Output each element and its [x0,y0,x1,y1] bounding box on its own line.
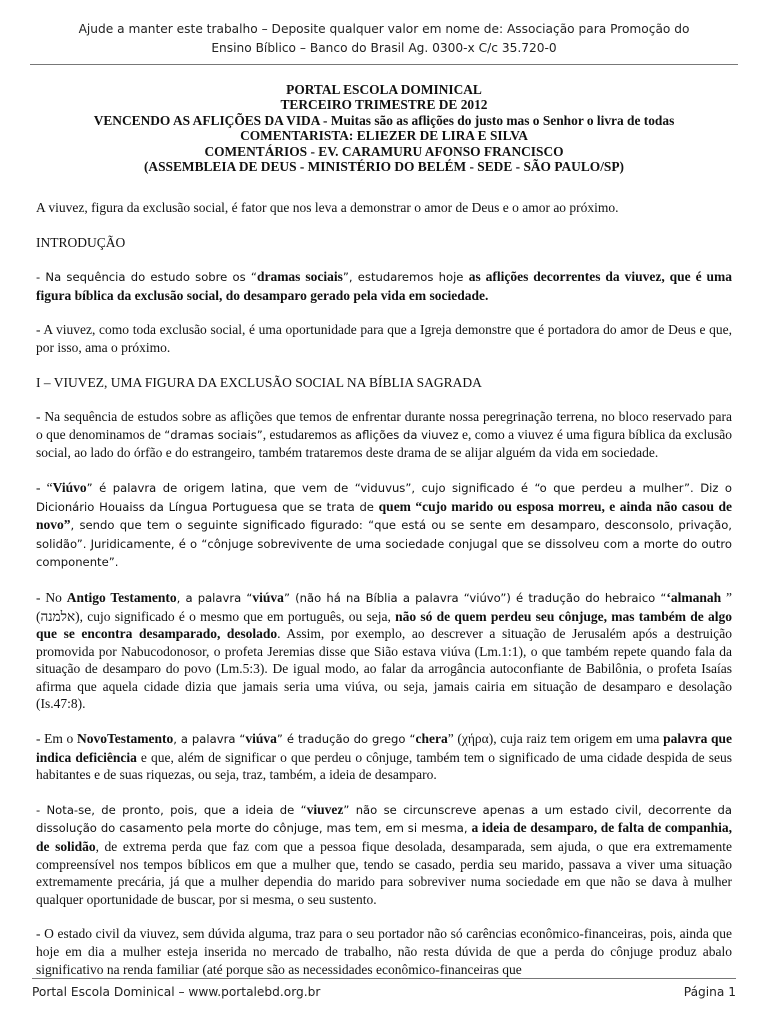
p7-a: - Nota-se, de pronto, pois, que a ideia de “ [36,802,307,817]
paragraph-5 [36,589,732,713]
p6-b: NovoTestamento [76,731,174,747]
p3-d: aflições da viuvez [355,427,459,442]
p5-d: viúva [252,589,284,605]
title-lesson [28,113,740,128]
title-commentator: COMENTARISTA: ELIEZER DE LIRA E SILVA [240,128,528,144]
footer-divider [32,978,736,979]
paragraph-8: - O estado civil da viuvez, sem dúvida alguma, traz para o seu portador não só carências econômico-financeiras, pois, ainda que hoje em dia a mulher esteja inserida no mercado de trabalho, não resta dúvida de que a perda do cônjuge produz abalo significativo na renda familiar (até porque são as necessidades econômico-financeiras que [36,926,732,977]
p3-a: - Na sequência de estudos sobre as aflições que temos de enfrentar durante nossa peregrinação terrena, no bloco reservado para o que denominamos de [36,409,732,442]
paragraph-4 [36,479,732,572]
p7-b: viuvez [306,801,344,817]
title-block [28,82,740,174]
p4-c: ” é palavra de origem latina, que vem de “viduvus”, cujo significado é “o que perdeu a mulher”. Diz o Dicionário Houaiss da Língua Portuguesa que se trata de [36,480,732,514]
p4-e: , sendo que tem o seguinte significado figurado: “que está ou se sente em desamparo, desconsolo, privação, solidão”. Juridicamente, é o “cônjuge sobrevivente de uma sociedade conjugal que se dissolveu com a morte do outro componente”. [36,518,732,570]
header-divider [30,64,738,65]
intro-paragraph: A viuvez, figura da exclusão social, é fator que nos leva a demonstrar o amor de Deus e o amor ao próximo. [36,200,619,215]
paragraph-1 [36,268,732,304]
p4-d: quem “cujo marido ou esposa morreu, e ainda não casou de novo” [36,498,732,533]
p5-a: - No [36,589,67,605]
p6-h: palavra que indica deficiência [36,731,732,765]
paragraph-2: - A viuvez, como toda exclusão social, é uma oportunidade para que a Igreja demonstre que é portadora do amor de Deus e que, por isso, ama o próximo. [36,322,732,355]
footer-site: Portal Escola Dominical – www.portalebd.org.br [32,985,321,999]
p4-b: Viúvo [52,479,87,495]
p6-f: chera [415,731,448,747]
p7-d: a ideia de desamparo, de falta de companhia, de solidão [36,820,732,855]
p6-c: , a palavra “ [173,732,246,747]
p5-g: ” (אלמנה), cujo significado é o mesmo que em português, ou seja, [36,589,733,624]
heading-introducao: INTRODUÇÃO [36,234,126,250]
p3-e: e, como a viuvez é uma figura bíblica da exclusão social, ao lado do órfão e do estrangeiro, também trataremos deste drama de se alijar alguém da vida em sociedade. [36,426,733,461]
p6-i: e que, além de significar o que perdeu o cônjuge, também tem o significado de uma cidade despida de seus habitantes e de suas riquezas, ou seja, traz, também, a ideia de desamparo. [36,749,732,783]
title-trimester: TERCEIRO TRIMESTRE DE 2012 [280,97,488,113]
title-lesson-name: VENCENDO AS AFLIÇÕES DA VIDA [93,112,320,128]
title-church: (ASSEMBLEIA DE DEUS - MINISTÉRIO DO BELÉM - SEDE - SÃO PAULO/SP) [143,159,625,175]
p3-c: , estudaremos as [262,426,356,442]
p3-b: “dramas sociais” [164,427,263,442]
header-line-1: Ajude a manter este trabalho – Deposite qualquer valor em nome de: Associação para Promoção do [78,22,690,36]
p7-c: ” não se circunscreve apenas a um estado civil, decorrente da dissolução do casamento pela morte do cônjuge, mas tem, em si mesma, [36,802,732,836]
p5-b: Antigo Testamento [66,589,177,605]
p5-e: ” (não há na Bíblia a palavra “viúvo”) é tradução do hebraico “ [283,590,667,605]
title-comments: COMENTÁRIOS - EV. CARAMURU AFONSO FRANCISCO [204,143,564,159]
p5-c: , a palavra “ [176,590,253,605]
paragraph-7 [36,801,732,909]
paragraph-3 [36,408,732,462]
p1-c: ”, estudaremos hoje [342,270,469,285]
p4-a: - “ [36,479,53,495]
p6-d: viúva [245,731,277,747]
document-body [36,199,732,993]
p6-a: - Em o [36,731,77,747]
title-lesson-verse: - Muitas são as aflições do justo mas o Senhor o livra de todas [319,112,675,128]
p5-h: não só de quem perdeu seu cônjuge, mas também de algo que se encontra desamparado, desolado [36,608,732,642]
p5-i: . Assim, por exemplo, ao descrever a situação de Jerusalém após a destruição promovida por Nabucodonosor, o profeta Jeremias disse que Sião estava viúva (Lm.1:1), o que também repete quando fala da situação de desamparo do povo (Lm.5:3). De igual modo, ao falar da arrogância autoconfiante de Babilônia, o profeta Isaías afirma que aquela cidade dizia que jamais seria uma viúva, ou seja, jamais cairia em situação de desamparo e desolação (Is.47:8). [36,626,732,712]
p1-b: dramas sociais [256,269,343,285]
paragraph-6 [36,730,732,784]
footer-page-number: Página 1 [683,985,736,999]
p7-e: , de extrema perda que faz com que a pessoa fique desolada, desamparada, sem ajuda, o que era extremamente compreensível nos tempos bíblicos em que a mulher que, tendo se casado, perdia seu marido, passava a viver uma situação extremamente precária, já que a mulher dependia do marido para sobreviver numa sociedade em que não se dava à mulher qualquer oportunidade de buscar, por si mesma, o seu sustento. [36,839,732,907]
p1-a: - Na sequência do estudo sobre os “ [36,270,257,285]
header-line-2: Ensino Bíblico – Banco do Brasil Ag. 0300-x C/c 35.720-0 [211,41,557,55]
p6-g: ” (χήρα), cuja raiz tem origem em uma [447,731,664,747]
p1-d: as aflições decorrentes da viuvez, que é uma figura bíblica da exclusão social, do desamparo gerado pela vida em sociedade. [36,269,733,303]
section-heading-1: I – VIUVEZ, UMA FIGURA DA EXCLUSÃO SOCIAL NA BÍBLIA SAGRADA [36,374,482,390]
page-header [30,20,738,65]
p6-e: ” é tradução do grego “ [276,732,416,747]
page-footer [32,978,736,999]
p5-f: ‘almanah [666,589,722,605]
title-portal: PORTAL ESCOLA DOMINICAL [286,82,482,97]
